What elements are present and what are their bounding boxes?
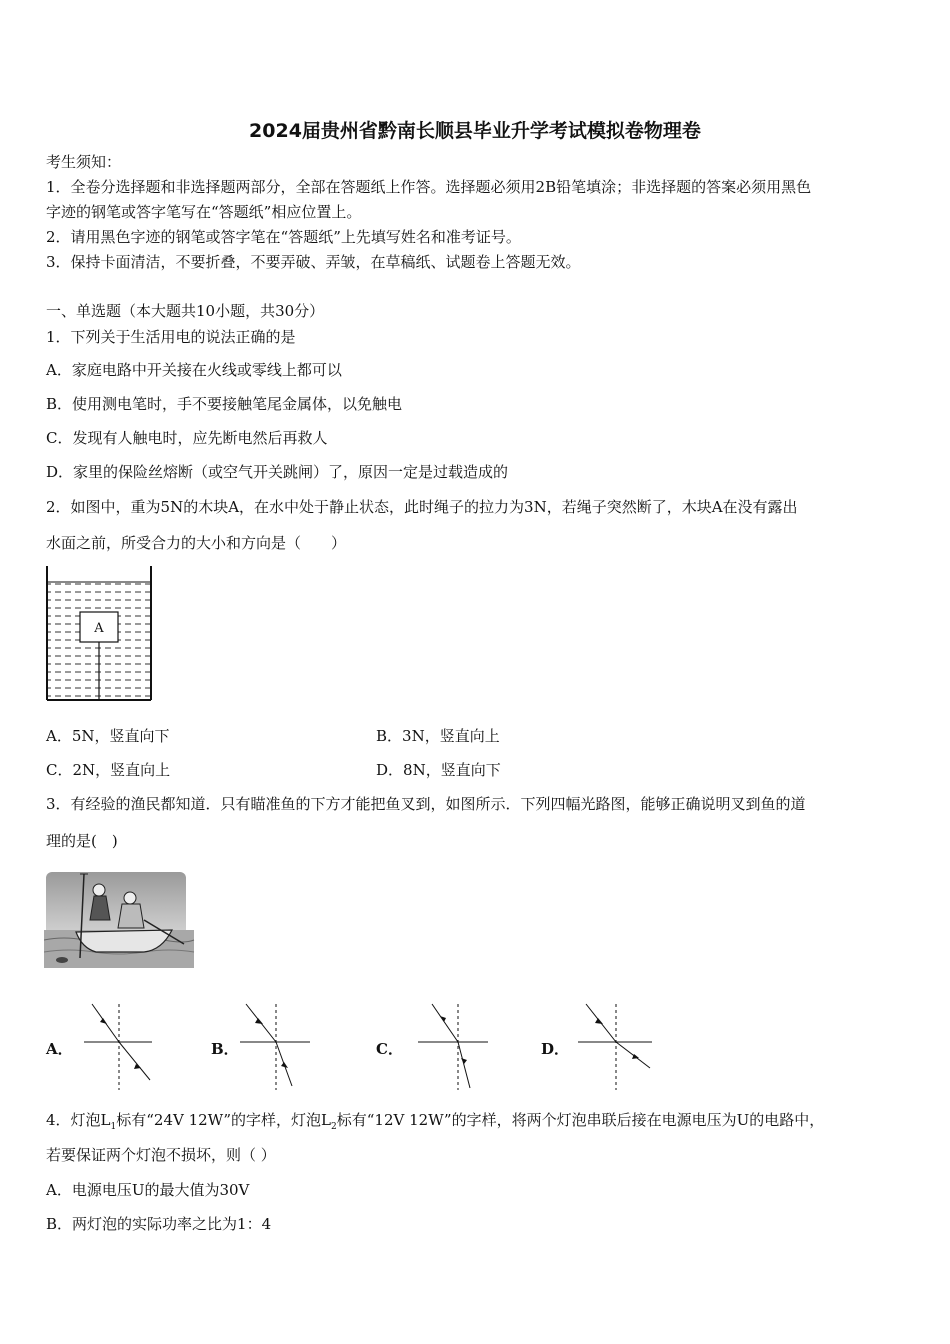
fishermen-illustration: [44, 870, 204, 970]
q1-stem: 1．下列关于生活用电的说法正确的是: [46, 328, 296, 346]
q4-option-b: B．两灯泡的实际功率之比为1：4: [46, 1215, 272, 1233]
q2-stem-line2: 水面之前，所受合力的大小和方向是（ ）: [46, 534, 347, 552]
notice-item: 3．保持卡面清洁，不要折叠，不要弄破、弄皱，在草稿纸、试题卷上答题无效。: [46, 253, 581, 271]
q2-option-b: B．3N，竖直向上: [376, 727, 500, 745]
section-heading: 一、单选题（本大题共10小题，共30分）: [46, 302, 325, 320]
notice-item: 字迹的钢笔或答字笔写在“答题纸”相应位置上。: [46, 203, 362, 221]
water-container-figure: [44, 564, 154, 704]
q1-option-c: C．发现有人触电时，应先断电然后再救人: [46, 429, 328, 447]
q3-stem-line1: 3．有经验的渔民都知道．只有瞄准鱼的下方才能把鱼叉到，如图所示．下列四幅光路图，能够正确说明叉到鱼的道: [46, 795, 806, 813]
block-label: A: [94, 621, 104, 636]
q4-stem-part-c: 标有“12V 12W”的字样，将两个灯泡串联后接在电源电压为U的电路中，: [336, 1111, 825, 1129]
q2-option-d: D．8N，竖直向下: [376, 761, 501, 779]
q2-stem-line1: 2．如图中，重为5N的木块A，在水中处于静止状态，此时绳子的拉力为3N，若绳子突然断了，木块A在没有露出: [46, 498, 798, 516]
q3-option-d-label: D．: [541, 1040, 570, 1058]
q2-option-c: C．2N，竖直向上: [46, 761, 171, 779]
q4-stem-line1: [46, 1110, 824, 1137]
q1-option-d: D．家里的保险丝熔断（或空气开关跳闸）了，原因一定是过载造成的: [46, 463, 509, 481]
light-path-diagram-c: [418, 1002, 490, 1092]
q3-option-a-label: A．: [46, 1040, 73, 1058]
q3-option-c-label: C．: [376, 1040, 403, 1058]
notice-item: 2．请用黑色字迹的钢笔或答字笔在“答题纸”上先填写姓名和准考证号。: [46, 228, 521, 246]
q4-option-a: A．电源电压U的最大值为30V: [46, 1181, 250, 1199]
q4-subscript-2: 2: [331, 1122, 337, 1132]
q4-stem-part-a: 4．灯泡L: [46, 1111, 111, 1129]
notice-item: 1．全卷分选择题和非选择题两部分，全部在答题纸上作答。选择题必须用2B铅笔填涂；非选择题的答案必须用黑色: [46, 178, 812, 196]
light-path-diagram-d: [578, 1002, 654, 1092]
page-title: 2024届贵州省黔南长顺县毕业升学考试模拟卷物理卷: [249, 120, 701, 142]
q3-stem-line2: 理的是( ): [46, 832, 118, 850]
q1-option-a: A．家庭电路中开关接在火线或零线上都可以: [46, 361, 342, 379]
q1-option-b: B．使用测电笔时，手不要接触笔尾金属体，以免触电: [46, 395, 403, 413]
q4-stem-line2: 若要保证两个灯泡不损坏，则（ ）: [46, 1146, 276, 1164]
q4-stem-part-b: 标有“24V 12W”的字样，灯泡L: [116, 1111, 332, 1129]
light-path-diagram-b: [240, 1002, 312, 1092]
notice-heading: 考生须知：: [46, 153, 122, 171]
q4-subscript-1: 1: [110, 1122, 117, 1132]
q3-option-b-label: B．: [211, 1040, 239, 1058]
light-path-diagram-a: [84, 1002, 154, 1092]
q2-option-a: A．5N，竖直向下: [46, 727, 170, 745]
